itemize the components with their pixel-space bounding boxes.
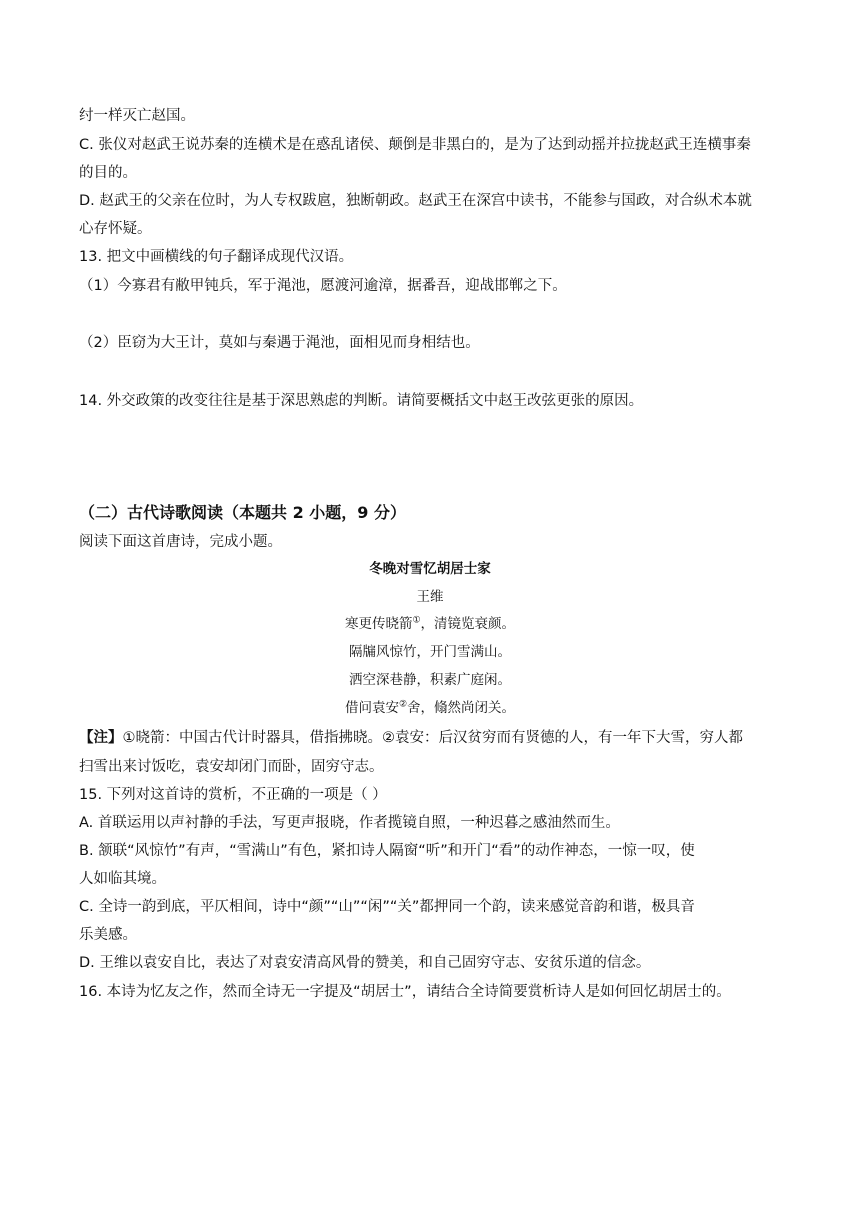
- note-text: ①晓箭：中国古代计时器具，借指拂晓。②袁安：后汉贫穷而有贤德的人，有一年下大雪，穷人都: [122, 730, 743, 746]
- option-c-line2: 的目的。: [79, 165, 137, 181]
- poem-line-1a: 寒更传晓箭: [344, 616, 413, 632]
- q15-option-c-line2: 乐美感。: [79, 927, 137, 943]
- poem-author: 王维: [416, 589, 444, 605]
- q15-option-d: D. 王维以袁安自比，表达了对袁安清高风骨的赞美，和自己固穷守志、安贫乐道的信念。: [79, 955, 651, 971]
- q15-option-b-line1: B. 颔联“风惊竹”有声，“雪满山”有色，紧扣诗人隔窗“听”和开门“看”的动作神态，一惊一叹，使: [79, 843, 695, 859]
- question-13: 13. 把文中画横线的句子翻译成现代汉语。: [79, 249, 354, 265]
- note-line1: [79, 728, 784, 748]
- section-heading: （二）古代诗歌阅读（本题共 2 小题，9 分）: [79, 503, 406, 522]
- text-line: 纣一样灭亡赵国。: [79, 108, 195, 124]
- section-instruction: 阅读下面这首唐诗，完成小题。: [79, 534, 282, 550]
- option-d-line1: D. 赵武王的父亲在位时，为人专权跋扈，独断朝政。赵武王在深宫中读书，不能参与国政，对合纵术本就: [79, 193, 752, 209]
- question-13-part2: （2）臣窃为大王计，莫如与秦遇于渑池，面相见而身相结也。: [79, 335, 480, 351]
- q15-option-a: A. 首联运用以声衬静的手法，写更声报晓，作者揽镜自照，一种迟暮之感油然而生。: [79, 815, 620, 831]
- question-16: 16. 本诗为忆友之作，然而全诗无一字提及“胡居士”，请结合全诗简要赏析诗人是如何回忆胡居士的。: [79, 984, 731, 1000]
- note-label: 【注】: [79, 730, 123, 746]
- poem-line-4: [0, 698, 860, 718]
- question-15: 15. 下列对这首诗的赏析，不正确的一项是（ ）: [79, 787, 387, 803]
- option-c-line1: C. 张仪对赵武王说苏秦的连横术是在惑乱诸侯、颠倒是非黑白的，是为了达到动摇并拉拢赵武王连横事秦: [79, 137, 751, 153]
- q15-option-b-line2: 人如临其境。: [79, 871, 166, 887]
- footnote-marker-2: ②: [398, 699, 408, 710]
- poem-title: 冬晚对雪忆胡居士家: [369, 561, 491, 577]
- poem-line-4b: 舍，翛然尚闭关。: [407, 700, 516, 716]
- question-14: 14. 外交政策的改变往往是基于深思熟虑的判断。请简要概括文中赵王改弦更张的原因。: [79, 393, 644, 409]
- poem-line-3: 洒空深巷静，积素广庭闲。: [349, 672, 511, 688]
- footnote-marker-1: ①: [412, 615, 421, 626]
- option-d-line2: 心存怀疑。: [79, 221, 152, 237]
- poem-line-1b: ，清镜览衰颜。: [420, 616, 516, 632]
- poem-line-2: 隔牖风惊竹，开门雪满山。: [349, 644, 511, 660]
- q15-option-c-line1: C. 全诗一韵到底，平仄相间，诗中“颜”“山”“闲”“关”都押同一个韵，读来感觉音韵和谐，极具音: [79, 899, 695, 915]
- question-13-part1: （1）今寡君有敝甲钝兵，军于渑池，愿渡河逾漳，据番吾，迎战邯郸之下。: [79, 278, 567, 294]
- poem-line-1: [0, 614, 860, 634]
- poem-line-4a: 借问袁安: [344, 700, 399, 716]
- note-line2: 扫雪出来讨饭吃，袁安却闭门而卧，固穷守志。: [79, 759, 384, 775]
